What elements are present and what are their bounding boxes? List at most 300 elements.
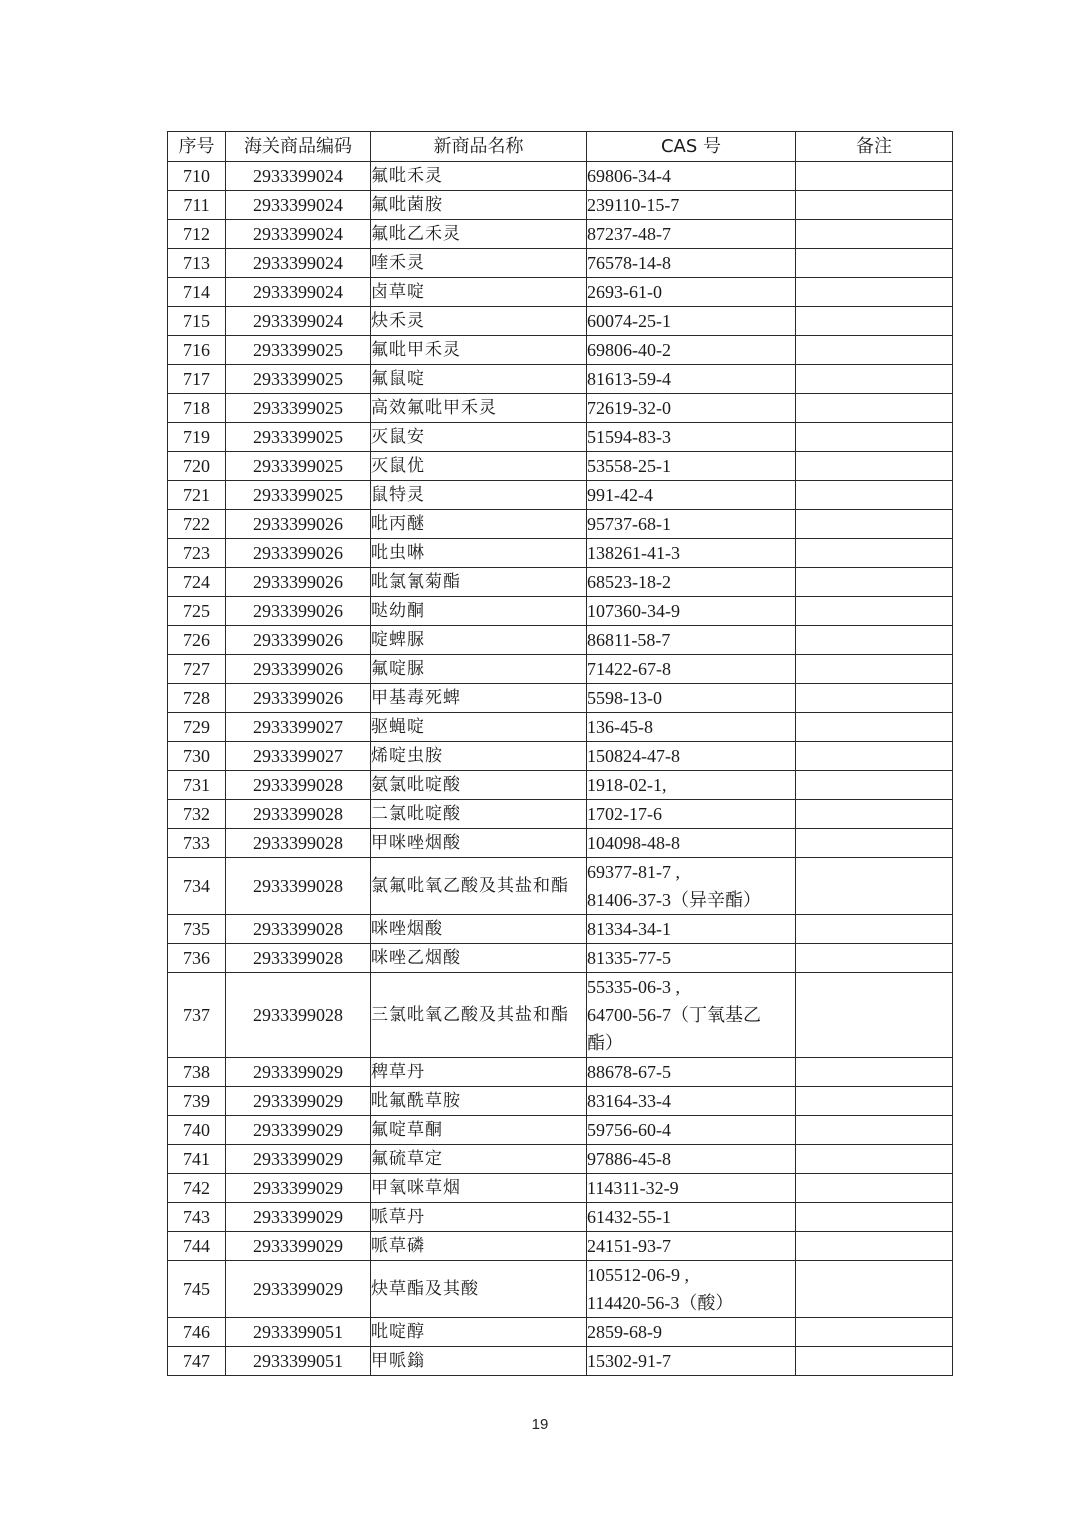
cas-line: 114311-32-9	[587, 1178, 679, 1198]
cas-line: 2693-61-0	[587, 282, 662, 302]
cell-remark	[796, 1145, 953, 1174]
cell-remark	[796, 800, 953, 829]
cell-remark	[796, 829, 953, 858]
cas-line: 68523-18-2	[587, 572, 671, 592]
cell-new-name	[371, 1174, 587, 1203]
cas-line: 138261-41-3	[587, 543, 680, 563]
cell-remark	[796, 626, 953, 655]
cell-new-name-text: 炔禾灵	[371, 311, 425, 331]
cell-new-name-text: 氟吡乙禾灵	[371, 224, 461, 244]
cell-remark	[796, 1058, 953, 1087]
table-row	[168, 1116, 953, 1145]
cell-cas	[587, 597, 796, 626]
cas-line: 150824-47-8	[587, 746, 680, 766]
cell-customs-code: 2933399029	[226, 1261, 371, 1318]
cell-seq: 739	[168, 1087, 226, 1116]
cell-customs-code: 2933399024	[226, 162, 371, 191]
table-row	[168, 1261, 953, 1318]
cell-new-name-text: 哒幼酮	[371, 601, 425, 621]
cell-remark	[796, 1347, 953, 1376]
cell-cas	[587, 307, 796, 336]
cell-new-name	[371, 713, 587, 742]
cell-seq: 738	[168, 1058, 226, 1087]
cell-remark	[796, 365, 953, 394]
cell-new-name	[371, 800, 587, 829]
cell-new-name-text: 氟啶草酮	[371, 1120, 443, 1140]
cell-remark	[796, 944, 953, 973]
cell-seq: 732	[168, 800, 226, 829]
cell-remark	[796, 1232, 953, 1261]
cell-cas	[587, 1203, 796, 1232]
cell-new-name-text: 甲哌鎓	[371, 1351, 425, 1371]
cell-cas	[587, 1261, 796, 1318]
cas-line: 87237-48-7	[587, 224, 671, 244]
cell-cas	[587, 278, 796, 307]
cell-new-name	[371, 481, 587, 510]
cell-new-name	[371, 1203, 587, 1232]
table-row	[168, 771, 953, 800]
cell-new-name	[371, 684, 587, 713]
cell-cas	[587, 684, 796, 713]
cell-customs-code: 2933399028	[226, 771, 371, 800]
cas-line: 69806-34-4	[587, 166, 671, 186]
cell-new-name	[371, 394, 587, 423]
cell-new-name	[371, 539, 587, 568]
cas-line: 97886-45-8	[587, 1149, 671, 1169]
table-row	[168, 481, 953, 510]
cell-new-name-text: 吡啶醇	[371, 1322, 425, 1342]
cell-remark	[796, 713, 953, 742]
cell-customs-code: 2933399027	[226, 713, 371, 742]
cell-customs-code: 2933399024	[226, 220, 371, 249]
cell-remark	[796, 1203, 953, 1232]
cas-line: 107360-34-9	[587, 601, 680, 621]
cell-new-name	[371, 452, 587, 481]
cell-new-name	[371, 944, 587, 973]
cell-seq: 742	[168, 1174, 226, 1203]
table-row	[168, 713, 953, 742]
cell-new-name-text: 咪唑烟酸	[371, 919, 443, 939]
table-row	[168, 191, 953, 220]
cell-customs-code: 2933399024	[226, 249, 371, 278]
cell-cas	[587, 452, 796, 481]
cell-cas	[587, 973, 796, 1058]
commodity-table	[167, 131, 953, 1376]
cell-cas	[587, 394, 796, 423]
cell-customs-code: 2933399026	[226, 626, 371, 655]
table-row	[168, 1347, 953, 1376]
cas-line: 1702-17-6	[587, 804, 662, 824]
cas-line: 1918-02-1,	[587, 775, 667, 795]
header-customs-code: 海关商品编码	[226, 132, 371, 162]
cell-customs-code: 2933399027	[226, 742, 371, 771]
cas-line: 105512-06-9 ,	[587, 1265, 689, 1285]
table-row	[168, 973, 953, 1058]
table-row	[168, 829, 953, 858]
cell-seq: 731	[168, 771, 226, 800]
cell-seq: 721	[168, 481, 226, 510]
cell-new-name	[371, 336, 587, 365]
cell-new-name-text: 氟吡菌胺	[371, 195, 443, 215]
cell-cas	[587, 481, 796, 510]
cell-customs-code: 2933399029	[226, 1232, 371, 1261]
cell-customs-code: 2933399026	[226, 568, 371, 597]
cell-seq: 747	[168, 1347, 226, 1376]
cell-new-name	[371, 423, 587, 452]
cell-new-name-text: 鼠特灵	[371, 485, 425, 505]
cell-cas	[587, 365, 796, 394]
cell-seq: 725	[168, 597, 226, 626]
cell-remark	[796, 597, 953, 626]
cas-line: 81613-59-4	[587, 369, 671, 389]
cell-customs-code: 2933399025	[226, 423, 371, 452]
cell-new-name	[371, 510, 587, 539]
cell-cas	[587, 220, 796, 249]
cell-new-name-text: 甲咪唑烟酸	[371, 833, 461, 853]
cell-remark	[796, 1087, 953, 1116]
header-new-name: 新商品名称	[371, 132, 587, 162]
header-remark: 备注	[796, 132, 953, 162]
cas-line: 81334-34-1	[587, 919, 671, 939]
cell-cas	[587, 713, 796, 742]
table-row	[168, 568, 953, 597]
cell-seq: 746	[168, 1318, 226, 1347]
cell-new-name	[371, 626, 587, 655]
cell-cas	[587, 1347, 796, 1376]
cell-customs-code: 2933399024	[226, 278, 371, 307]
cell-customs-code: 2933399029	[226, 1174, 371, 1203]
cell-new-name-text: 烯啶虫胺	[371, 746, 443, 766]
table-row	[168, 684, 953, 713]
cell-cas	[587, 944, 796, 973]
cas-line: 69806-40-2	[587, 340, 671, 360]
cell-new-name	[371, 1261, 587, 1318]
cas-line: 15302-91-7	[587, 1351, 671, 1371]
cell-seq: 743	[168, 1203, 226, 1232]
cell-seq: 740	[168, 1116, 226, 1145]
cell-cas	[587, 1058, 796, 1087]
cas-line: 76578-14-8	[587, 253, 671, 273]
table-row	[168, 1087, 953, 1116]
cell-customs-code: 2933399051	[226, 1347, 371, 1376]
cell-remark	[796, 539, 953, 568]
table-row	[168, 800, 953, 829]
table-row	[168, 365, 953, 394]
cell-cas	[587, 915, 796, 944]
cell-remark	[796, 220, 953, 249]
cell-new-name-text: 氨氯吡啶酸	[371, 775, 461, 795]
cell-cas	[587, 423, 796, 452]
cell-new-name-text: 稗草丹	[371, 1062, 425, 1082]
cell-customs-code: 2933399024	[226, 191, 371, 220]
cell-remark	[796, 684, 953, 713]
cell-seq: 713	[168, 249, 226, 278]
cas-line: 64700-56-7（丁氧基乙	[587, 1005, 761, 1025]
cell-new-name-text: 氟硫草定	[371, 1149, 443, 1169]
cas-line: 酯）	[587, 1033, 623, 1053]
cell-cas	[587, 162, 796, 191]
cell-customs-code: 2933399028	[226, 829, 371, 858]
cell-new-name	[371, 829, 587, 858]
cell-new-name	[371, 597, 587, 626]
table-row	[168, 597, 953, 626]
cell-seq: 745	[168, 1261, 226, 1318]
cell-customs-code: 2933399028	[226, 800, 371, 829]
cell-seq: 715	[168, 307, 226, 336]
cell-customs-code: 2933399028	[226, 915, 371, 944]
cell-new-name-text: 灭鼠安	[371, 427, 425, 447]
cell-new-name-text: 哌草丹	[371, 1207, 425, 1227]
cell-cas	[587, 539, 796, 568]
cas-line: 95737-68-1	[587, 514, 671, 534]
cell-customs-code: 2933399025	[226, 336, 371, 365]
table-row	[168, 742, 953, 771]
table-row	[168, 626, 953, 655]
cell-new-name-text: 氟吡甲禾灵	[371, 340, 461, 360]
cell-new-name	[371, 655, 587, 684]
cell-remark	[796, 568, 953, 597]
cell-cas	[587, 1116, 796, 1145]
page-number: 19	[531, 1416, 549, 1433]
cell-customs-code: 2933399026	[226, 684, 371, 713]
cell-seq: 711	[168, 191, 226, 220]
cell-customs-code: 2933399029	[226, 1116, 371, 1145]
cell-remark	[796, 278, 953, 307]
cell-new-name	[371, 162, 587, 191]
cell-customs-code: 2933399026	[226, 539, 371, 568]
cell-new-name	[371, 1232, 587, 1261]
cell-seq: 744	[168, 1232, 226, 1261]
table-row	[168, 510, 953, 539]
table-row	[168, 220, 953, 249]
cell-cas	[587, 249, 796, 278]
cell-remark	[796, 771, 953, 800]
cas-line: 81406-37-3（异辛酯）	[587, 890, 761, 910]
cas-line: 2859-68-9	[587, 1322, 662, 1342]
cell-new-name-text: 二氯吡啶酸	[371, 804, 461, 824]
cell-new-name	[371, 568, 587, 597]
cell-customs-code: 2933399025	[226, 365, 371, 394]
cell-new-name	[371, 220, 587, 249]
cell-cas	[587, 858, 796, 915]
table-body	[168, 162, 953, 1376]
table-row	[168, 1145, 953, 1174]
cell-seq: 714	[168, 278, 226, 307]
table-row	[168, 1058, 953, 1087]
cas-line: 239110-15-7	[587, 195, 680, 215]
cell-remark	[796, 858, 953, 915]
cell-customs-code: 2933399026	[226, 655, 371, 684]
cell-remark	[796, 307, 953, 336]
cell-seq: 719	[168, 423, 226, 452]
cell-remark	[796, 394, 953, 423]
cell-cas	[587, 771, 796, 800]
cell-new-name	[371, 1058, 587, 1087]
cell-remark	[796, 1174, 953, 1203]
cell-remark	[796, 249, 953, 278]
cell-new-name	[371, 858, 587, 915]
cell-seq: 733	[168, 829, 226, 858]
cas-line: 55335-06-3 ,	[587, 977, 680, 997]
table-row	[168, 249, 953, 278]
cell-seq: 728	[168, 684, 226, 713]
table-row	[168, 278, 953, 307]
cell-seq: 727	[168, 655, 226, 684]
cell-new-name-text: 吡氯氰菊酯	[371, 572, 461, 592]
cell-new-name-text: 甲氧咪草烟	[371, 1178, 461, 1198]
cell-seq: 734	[168, 858, 226, 915]
cell-customs-code: 2933399026	[226, 510, 371, 539]
cas-line: 59756-60-4	[587, 1120, 671, 1140]
cell-new-name-text: 三氯吡氧乙酸及其盐和酯	[371, 1005, 569, 1025]
cell-remark	[796, 423, 953, 452]
table-row	[168, 307, 953, 336]
cas-line: 53558-25-1	[587, 456, 671, 476]
cas-line: 104098-48-8	[587, 833, 680, 853]
cell-cas	[587, 1318, 796, 1347]
cell-new-name-text: 氟鼠啶	[371, 369, 425, 389]
cell-new-name-text: 氟啶脲	[371, 659, 425, 679]
cell-cas	[587, 655, 796, 684]
cell-new-name-text: 卤草啶	[371, 282, 425, 302]
cas-line: 61432-55-1	[587, 1207, 671, 1227]
cell-remark	[796, 742, 953, 771]
cell-new-name	[371, 191, 587, 220]
cell-cas	[587, 336, 796, 365]
cell-cas	[587, 568, 796, 597]
cell-cas	[587, 191, 796, 220]
cell-customs-code: 2933399029	[226, 1145, 371, 1174]
cell-seq: 723	[168, 539, 226, 568]
cell-cas	[587, 1145, 796, 1174]
table-row	[168, 1203, 953, 1232]
cell-remark	[796, 336, 953, 365]
cell-seq: 722	[168, 510, 226, 539]
cell-new-name-text: 驱蝇啶	[371, 717, 425, 737]
cell-new-name	[371, 307, 587, 336]
cell-cas	[587, 800, 796, 829]
cell-new-name	[371, 973, 587, 1058]
cell-remark	[796, 973, 953, 1058]
cell-remark	[796, 510, 953, 539]
cell-new-name-text: 甲基毒死蜱	[371, 688, 461, 708]
cell-seq: 716	[168, 336, 226, 365]
cell-new-name	[371, 1318, 587, 1347]
cell-seq: 720	[168, 452, 226, 481]
cell-new-name	[371, 365, 587, 394]
cell-remark	[796, 915, 953, 944]
table-header-row	[168, 132, 953, 162]
cell-customs-code: 2933399026	[226, 597, 371, 626]
cell-new-name	[371, 249, 587, 278]
table-row	[168, 915, 953, 944]
cell-customs-code: 2933399028	[226, 973, 371, 1058]
cell-new-name-text: 灭鼠优	[371, 456, 425, 476]
cell-seq: 718	[168, 394, 226, 423]
cell-new-name-text: 啶蜱脲	[371, 630, 425, 650]
cell-new-name-text: 吡虫啉	[371, 543, 425, 563]
cell-customs-code: 2933399028	[226, 944, 371, 973]
cell-seq: 717	[168, 365, 226, 394]
table-row	[168, 452, 953, 481]
table-row	[168, 394, 953, 423]
cell-cas	[587, 1232, 796, 1261]
cell-seq: 724	[168, 568, 226, 597]
cell-new-name-text: 氟吡禾灵	[371, 166, 443, 186]
cas-line: 24151-93-7	[587, 1236, 671, 1256]
cas-line: 991-42-4	[587, 485, 653, 505]
table-row	[168, 1174, 953, 1203]
cell-new-name-text: 咪唑乙烟酸	[371, 948, 461, 968]
cell-new-name-text: 高效氟吡甲禾灵	[371, 398, 497, 418]
table-row	[168, 1232, 953, 1261]
table-row	[168, 655, 953, 684]
cell-seq: 737	[168, 973, 226, 1058]
cell-new-name	[371, 1116, 587, 1145]
cell-seq: 735	[168, 915, 226, 944]
cell-new-name-text: 吡丙醚	[371, 514, 425, 534]
table-row	[168, 858, 953, 915]
cell-seq: 736	[168, 944, 226, 973]
cell-customs-code: 2933399028	[226, 858, 371, 915]
cell-remark	[796, 481, 953, 510]
cell-customs-code: 2933399025	[226, 394, 371, 423]
cell-customs-code: 2933399029	[226, 1087, 371, 1116]
cell-cas	[587, 626, 796, 655]
cell-cas	[587, 1087, 796, 1116]
cell-remark	[796, 1318, 953, 1347]
cell-new-name	[371, 1347, 587, 1376]
cell-remark	[796, 655, 953, 684]
cell-remark	[796, 1116, 953, 1145]
table-row	[168, 1318, 953, 1347]
cell-new-name-text: 喹禾灵	[371, 253, 425, 273]
cell-remark	[796, 1261, 953, 1318]
cell-seq: 729	[168, 713, 226, 742]
cas-line: 71422-67-8	[587, 659, 671, 679]
table-row	[168, 944, 953, 973]
table-row	[168, 539, 953, 568]
cas-line: 88678-67-5	[587, 1062, 671, 1082]
cas-line: 69377-81-7 ,	[587, 862, 680, 882]
cell-customs-code: 2933399024	[226, 307, 371, 336]
cell-customs-code: 2933399025	[226, 452, 371, 481]
cas-line: 5598-13-0	[587, 688, 662, 708]
cell-seq: 726	[168, 626, 226, 655]
cell-customs-code: 2933399029	[226, 1058, 371, 1087]
cell-seq: 710	[168, 162, 226, 191]
cell-new-name	[371, 278, 587, 307]
cell-remark	[796, 162, 953, 191]
cas-line: 136-45-8	[587, 717, 653, 737]
cas-line: 51594-83-3	[587, 427, 671, 447]
cell-seq: 730	[168, 742, 226, 771]
cell-new-name-text: 吡氟酰草胺	[371, 1091, 461, 1111]
cell-new-name	[371, 771, 587, 800]
cell-new-name	[371, 742, 587, 771]
cell-new-name-text: 哌草磷	[371, 1236, 425, 1256]
cell-remark	[796, 452, 953, 481]
cell-seq: 712	[168, 220, 226, 249]
cell-new-name-text: 氯氟吡氧乙酸及其盐和酯	[371, 876, 569, 896]
cell-new-name	[371, 1087, 587, 1116]
cell-new-name-text: 炔草酯及其酸	[371, 1279, 479, 1299]
table-row	[168, 162, 953, 191]
table-row	[168, 336, 953, 365]
cas-line: 83164-33-4	[587, 1091, 671, 1111]
cell-cas	[587, 510, 796, 539]
cell-seq: 741	[168, 1145, 226, 1174]
